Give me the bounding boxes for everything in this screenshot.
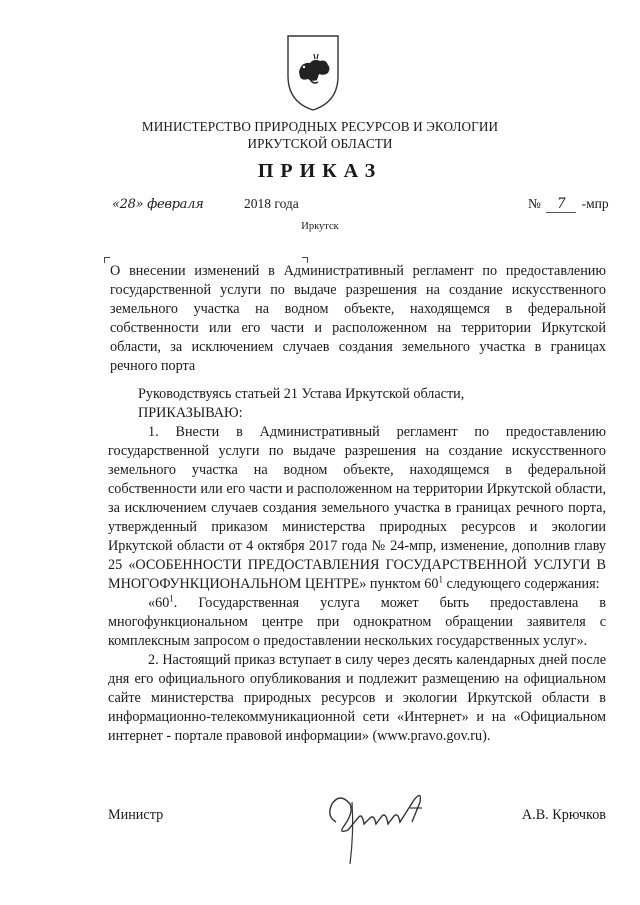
irkutsk-coat-of-arms-icon bbox=[284, 32, 342, 112]
quote-superscript: 1 bbox=[169, 593, 174, 604]
quote-text: . Государственная услуга может быть предоставлена в многофункциональном центре при однократном обращении заявителя с комплексным запросом о предоставлении нескольких государственных услуг». bbox=[108, 595, 606, 649]
signer-position: Министр bbox=[108, 807, 164, 823]
order-body bbox=[108, 385, 606, 746]
handwritten-signature-icon bbox=[318, 782, 438, 867]
item-1-superscript: 1 bbox=[438, 574, 443, 585]
order-word: ПРИКАЗЫВАЮ: bbox=[138, 405, 243, 421]
ministry-line-1: МИНИСТЕРСТВО ПРИРОДНЫХ РЕСУРСОВ И ЭКОЛОГИИ bbox=[141, 119, 499, 134]
ministry-line-2: ИРКУТСКОЙ ОБЛАСТИ bbox=[247, 136, 393, 151]
order-number bbox=[528, 196, 609, 213]
order-date bbox=[112, 196, 299, 212]
item-1-text: 1. Внести в Административный регламент по предоставлению государственной услуги по выдаче разрешения на создание искусственного земельного участка на водном объекте, находящемся в федеральной собственности или его части и расположенном на территории Иркутской области, за исключением случаев создания земельного участка в границах речного порта, утвержденный приказом министерства природных ресурсов и экологии Иркутской области от 4 октября 2017 года № 24-мпр, изменение, дополнив главу 25 «ОСОБЕННОСТИ ПРЕДОСТАВЛЕНИЯ ГОСУДАРСТВЕННОЙ УСЛУГИ В МНОГОФУНКЦИОНАЛЬНОМ ЦЕНТРЕ» пунктом 60 bbox=[108, 424, 606, 592]
number-handwritten: 7 bbox=[546, 196, 576, 213]
basis-paragraph: Руководствуясь статьей 21 Устава Иркутской области, bbox=[138, 386, 465, 402]
date-handwritten: «28» февраля bbox=[112, 197, 204, 212]
order-title: ПРИКАЗ bbox=[257, 160, 383, 182]
date-year: 2018 года bbox=[244, 196, 299, 211]
quoted-clause bbox=[108, 594, 606, 651]
city-name: Иркутск bbox=[301, 221, 339, 232]
ministry-name bbox=[0, 118, 640, 152]
signer-name: А.В. Крючков bbox=[521, 807, 606, 823]
item-1-tail: следующего содержания: bbox=[442, 576, 600, 592]
quote-start: «60 bbox=[148, 595, 170, 611]
number-suffix: -мпр bbox=[581, 196, 609, 211]
item-1 bbox=[108, 423, 606, 594]
order-subject: О внесении изменений в Административный регламент по предоставлению государственной услуги по выдаче разрешения на создание искусственного земельного участка на водном объекте, находящемся в федеральной собственности или его части и расположенном на территории Иркутской области, за исключением случаев создания земельного участка в границах речного порта bbox=[110, 263, 606, 374]
item-2: 2. Настоящий приказ вступает в силу через десять календарных дней после дня его официального опубликования и подлежит размещению на официальном сайте министерства природных ресурсов и экологии Иркутской области в информационно-телекоммуникационной сети «Интернет» и на «Официальном интернет - портале правовой информации» (www.pravo.gov.ru). bbox=[108, 652, 606, 744]
number-prefix: № bbox=[528, 196, 541, 211]
